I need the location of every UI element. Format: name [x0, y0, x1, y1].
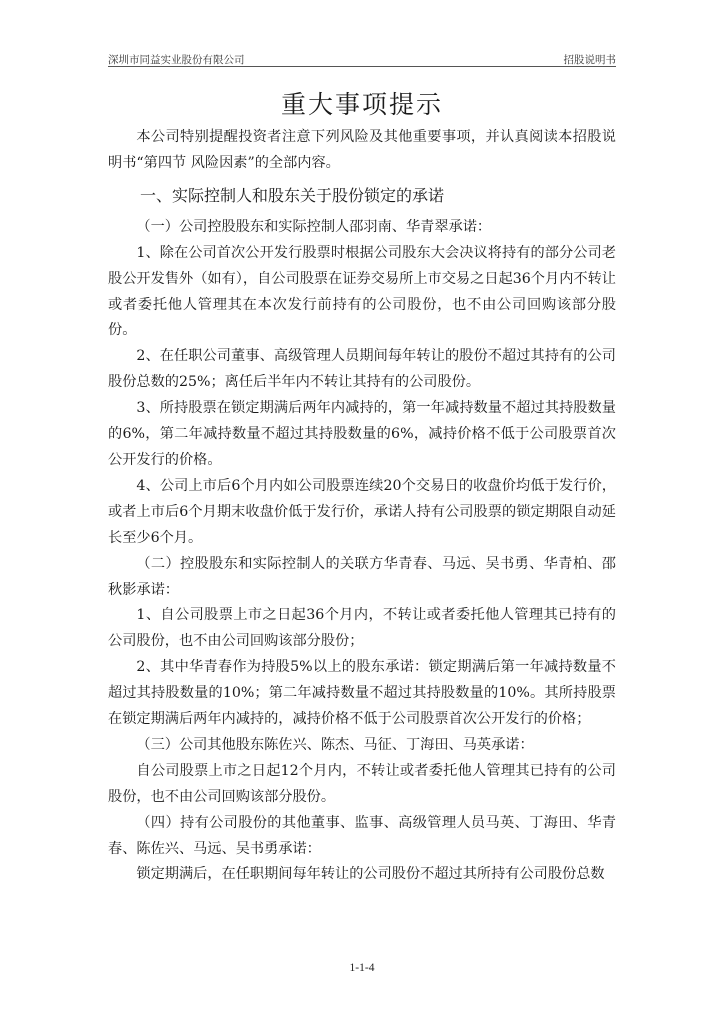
clause-paragraph: 锁定期满后，在任职期间每年转让的公司股份不超过其所持有公司股份总数 — [136, 866, 605, 883]
clause-paragraph: 3、所持股票在锁定期满后两年内减持的，第一年减持数量不超过其持股数量的6%，第二年减持数量不超过其持股数量的6%，减持价格不低于公司股票首次公开发行的价格。 — [108, 400, 616, 468]
subsection-heading: （四）持有公司股份的其他董事、监事、高级管理人员马英、丁海田、华青春、陈佐兴、马远、吴书勇承诺： — [108, 814, 616, 857]
document-body — [108, 125, 616, 888]
section-heading: 一、实际控制人和股东关于股份锁定的承诺 — [140, 185, 445, 205]
subsection-heading: （三）公司其他股东陈佐兴、陈杰、马征、丁海田、马英承诺： — [136, 736, 534, 753]
subsection-heading: （一）公司控股股东和实际控制人邵羽南、华青翠承诺： — [136, 218, 492, 235]
subsection-heading: （二）控股股东和实际控制人的关联方华青春、马远、吴书勇、华青柏、邵秋影承诺： — [108, 555, 616, 598]
header-divider — [108, 66, 616, 67]
clause-paragraph: 2、在任职公司董事、高级管理人员期间每年转让的股份不超过其持有的公司股份总数的25%；离任后半年内不转让其持有的公司股份。 — [108, 348, 616, 391]
intro-paragraph: 本公司特别提醒投资者注意下列风险及其他重要事项，并认真阅读本招股说明书“第四节 风险因素”的全部内容。 — [108, 129, 616, 171]
clause-paragraph: 2、其中华青春作为持股5%以上的股东承诺：锁定期满后第一年减持数量不超过其持股数量的10%；第二年减持数量不超过其持股数量的10%。其所持股票在锁定期满后两年内减持的，减持价格不低于公司股票首次公开发行的价格； — [108, 659, 616, 728]
clause-paragraph: 1、除在公司首次公开发行股票时根据公司股东大会决议将持有的部分公司老股公开发售外（如有），自公司股票在证券交易所上市交易之日起36个月内不转让或者委托他人管理其在本次发行前持有的公司股份，也不由公司回购该部分股份。 — [108, 244, 616, 339]
page-number: 1-1-4 — [349, 962, 375, 974]
clause-paragraph: 自公司股票上市之日起12个月内，不转让或者委托他人管理其已持有的公司股份，也不由公司回购该部分股份。 — [108, 762, 616, 805]
header-document-type: 招股说明书 — [563, 54, 616, 66]
clause-paragraph: 1、自公司股票上市之日起36个月内，不转让或者委托他人管理其已持有的公司股份，也不由公司回购该部分股份； — [108, 607, 616, 650]
page-title: 重大事项提示 — [280, 90, 443, 119]
header-company-name: 深圳市同益实业股份有限公司 — [108, 54, 245, 66]
clause-paragraph: 4、公司上市后6个月内如公司股票连续20个交易日的收盘价均低于发行价，或者上市后6个月期末收盘价低于发行价，承诺人持有公司股票的锁定期限自动延长至少6个月。 — [108, 477, 616, 546]
